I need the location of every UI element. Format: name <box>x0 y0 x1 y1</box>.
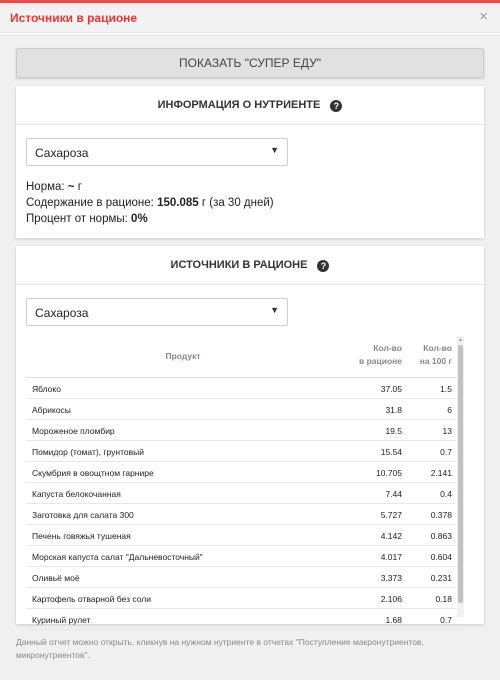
qty-in-diet: 4.142 <box>380 531 402 541</box>
table-row <box>26 567 464 588</box>
qty-per-100g: 0.7 <box>440 447 452 457</box>
sources-header <box>16 246 484 285</box>
percent-line: Процент от нормы: 0% <box>26 213 148 225</box>
scroll-up-icon[interactable]: ▲ <box>458 337 463 343</box>
qty-per-100g: 0.378 <box>430 510 452 520</box>
scrollbar[interactable] <box>457 336 464 617</box>
nutrient-info-details <box>26 179 274 227</box>
column-header-product[interactable]: Продукт <box>165 351 201 361</box>
column-header-per100[interactable]: Кол-во на 100 г <box>419 343 452 366</box>
product-name: Куриный рулет <box>32 615 91 625</box>
product-name: Капуста белокочанная <box>32 489 121 499</box>
qty-per-100g: 13 <box>442 426 452 436</box>
qty-per-100g: 0.18 <box>435 594 452 604</box>
footer-note: Данный отчет можно открыть, кликнув на нужном нутриенте в отчетах "Поступление макронутриентов, микронутриентов". <box>16 637 424 660</box>
table-row <box>26 609 464 630</box>
column-header-qty[interactable]: Кол-во в рационе <box>358 343 402 366</box>
nutrient-info-title: ИНФОРМАЦИЯ О НУТРИЕНТЕ <box>157 99 321 111</box>
table-row <box>26 483 464 504</box>
qty-in-diet: 15.54 <box>380 447 402 457</box>
scrollbar-thumb[interactable] <box>458 345 463 603</box>
dialog-titlebar <box>0 3 500 33</box>
product-name: Мороженое пломбир <box>32 426 115 436</box>
help-icon[interactable]: ? <box>317 260 329 272</box>
product-name: Помидор (томат), грунтовый <box>32 447 144 457</box>
qty-per-100g: 0.231 <box>430 573 452 583</box>
sources-nutrient-select[interactable] <box>26 298 288 326</box>
qty-in-diet: 5.727 <box>380 510 402 520</box>
qty-in-diet: 37.05 <box>380 384 402 394</box>
help-icon[interactable]: ? <box>330 100 342 112</box>
close-icon[interactable]: × <box>479 8 488 25</box>
product-name: Абрикосы <box>32 405 71 415</box>
qty-in-diet: 19.5 <box>385 426 402 436</box>
table-row <box>26 462 464 483</box>
product-name: Печень говяжья тушеная <box>32 531 131 541</box>
sources-select-value: Сахароза <box>35 306 89 320</box>
qty-per-100g: 2.141 <box>430 468 452 478</box>
qty-per-100g: 0.863 <box>430 531 452 541</box>
qty-per-100g: 6 <box>447 405 452 415</box>
norm-line: Норма: ~ г <box>26 181 82 193</box>
product-name: Яблоко <box>32 384 61 394</box>
qty-in-diet: 3.373 <box>380 573 402 583</box>
table-row <box>26 546 464 567</box>
qty-per-100g: 1.5 <box>440 384 452 394</box>
show-super-food-button[interactable]: ПОКАЗАТЬ "СУПЕР ЕДУ" <box>16 48 484 78</box>
qty-in-diet: 10.705 <box>376 468 402 478</box>
qty-in-diet: 2.106 <box>380 594 402 604</box>
sources-card <box>16 246 484 624</box>
qty-in-diet: 31.8 <box>385 405 402 415</box>
qty-per-100g: 0.604 <box>430 552 452 562</box>
sources-table <box>26 336 464 625</box>
product-name: Скумбрия в овощтном гарнире <box>32 468 154 478</box>
qty-in-diet: 1.68 <box>385 615 402 625</box>
table-row <box>26 378 464 399</box>
chevron-down-icon: ▼ <box>270 305 279 315</box>
content-line: Содержание в рационе: 150.085 г (за 30 дней) <box>26 197 274 209</box>
table-row <box>26 420 464 441</box>
chevron-down-icon: ▼ <box>270 145 279 155</box>
nutrient-info-card <box>16 86 484 238</box>
nutrient-select-value: Сахароза <box>35 146 89 160</box>
dialog-body <box>0 34 500 680</box>
table-header <box>26 336 464 378</box>
table-body <box>26 378 464 630</box>
table-row <box>26 588 464 609</box>
qty-per-100g: 0.7 <box>440 615 452 625</box>
table-row <box>26 399 464 420</box>
table-row <box>26 525 464 546</box>
product-name: Оливьё моё <box>32 573 80 583</box>
nutrient-select[interactable] <box>26 138 288 166</box>
nutrient-info-header <box>16 86 484 125</box>
qty-per-100g: 0.4 <box>440 489 452 499</box>
dialog-title: Источники в рационе <box>10 11 138 25</box>
table-row <box>26 504 464 525</box>
sources-title: ИСТОЧНИКИ В РАЦИОНЕ <box>170 259 308 271</box>
product-name: Картофель отварной без соли <box>32 594 151 604</box>
product-name: Морская капуста салат "Дальневосточный" <box>32 552 203 562</box>
product-name: Заготовка для салата 300 <box>32 510 134 520</box>
qty-in-diet: 4.017 <box>380 552 402 562</box>
qty-in-diet: 7.44 <box>385 489 402 499</box>
table-row <box>26 441 464 462</box>
